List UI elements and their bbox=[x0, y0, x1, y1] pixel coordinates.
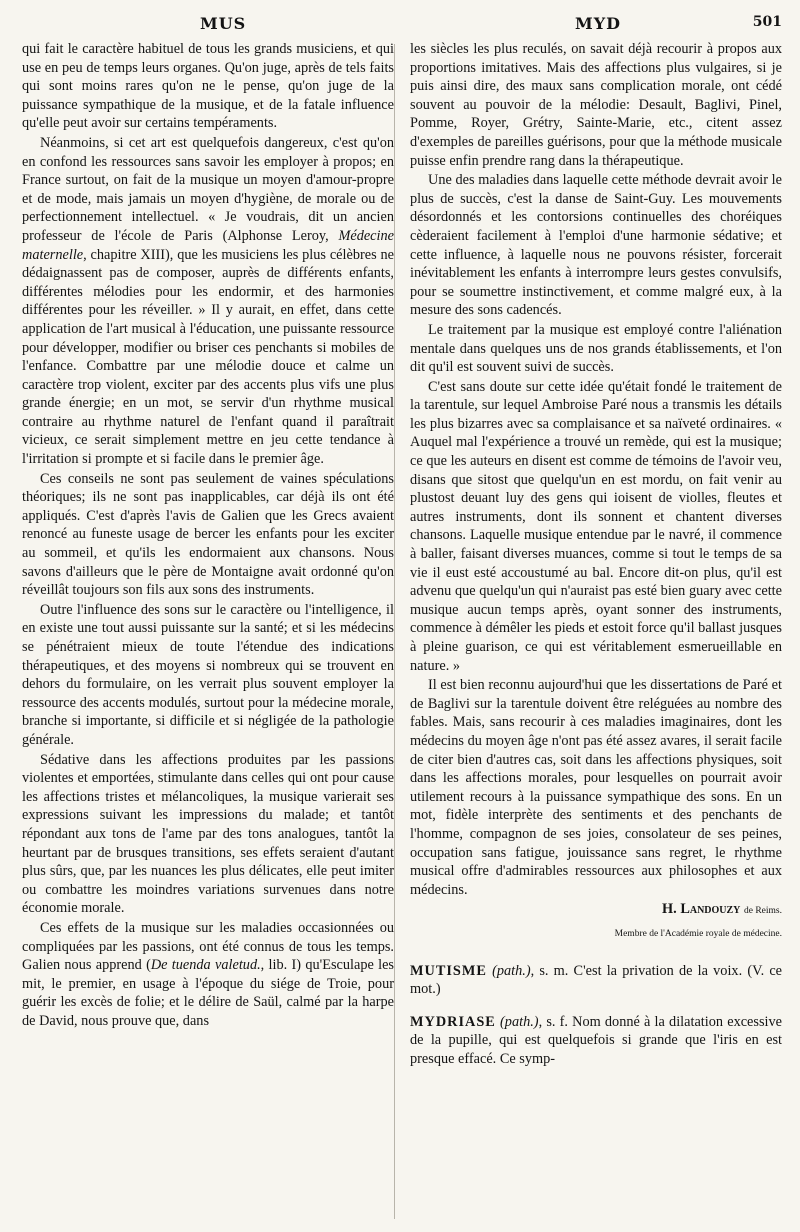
author-name: H. Landouzy bbox=[662, 901, 741, 918]
entry-text: , s. f. Nom donné à la dilatation excessive de la pupille, qui est quelquefois si grande que l'iris en est presque effacé. Ce symp- bbox=[410, 1013, 782, 1067]
paragraph: Une des maladies dans laquelle cette méthode devrait avoir le plus de succès, c'est la danse de Saint-Guy. Les mouvements désordonnés et les contorsions continuelles des choréiques cèderaient facilement à l'emploi d'une harmonie sédative; et cette influence, à laquelle nous ne pouvons résister, forcerait inévitablement les enfants à interrompre leurs gestes convulsifs, pour se soumettre instinctivement, et comme malgré eux, à la mesure des sons cadencés. bbox=[410, 172, 782, 319]
entry-label: (path.) bbox=[492, 962, 531, 979]
entry-label: (path.) bbox=[500, 1013, 539, 1030]
paragraph: Outre l'influence des sons sur le caractère ou l'intelligence, il en existe une tout aussi puissante sur la santé; et si les médecins se pénétraient mieux de toute l'étendue des indications thérapeutiques, et des moyens si nombreux qui se trouvent en dehors du formulaire, on les verrait plus souvent employer la ressource des accents modulés, surtout pour la médecine morale, branche si importante, si difficile et si négligée de la pathologie générale. bbox=[22, 601, 394, 748]
author-place: de Reims. bbox=[744, 906, 782, 917]
paragraph: Il est bien reconnu aujourd'hui que les dissertations de Paré et de Baglivi sur la tarentule doivent être reléguées au nombre des fables. Mais, sans recourir à ces maladies imaginaires, dont les médecins du moyen âge n'ont pas été assez avares, il serait facile de citer bien d'autres cas, soit dans les affections physiques, soit dans les affections morales, pour lesquelles on pourrait avoir utilement recours à la puissance sympathique des sons. En un mot, fidèle interprète des sentiments et des penchants de l'homme, compagnon de ses joies, consolateur de ses peines, occupation sans fatigue, jouissance sans regret, le rhythme musical offre d'admirables ressources aux philosophes et aux médecins. bbox=[410, 677, 782, 898]
entry-mydriase bbox=[410, 1013, 782, 1069]
entry-mutisme bbox=[410, 962, 782, 999]
paragraph: Le traitement par la musique est employé contre l'aliénation mentale dans quelques uns de nos grands établissements, et l'on dit qu'il est souvent suivi de succès. bbox=[410, 321, 782, 376]
header-right-guide-word: MYD bbox=[575, 14, 622, 33]
headword: MYDRIASE bbox=[410, 1013, 496, 1030]
author-signature bbox=[410, 900, 782, 921]
column-divider bbox=[394, 44, 395, 1219]
paragraph: les siècles les plus reculés, on savait déjà recourir à propos aux proportions imitatives. Mais des affections plus vulgaires, si je puis ainsi dire, des maux sans complication morale, ont cédé souvent au pouvoir de la mélodie: Desault, Baglivi, Pinel, Pomme, Royer, Grétry, Sainte-Marie, etc., citent assez d'exemples de pareilles guérisons, pour que la méthode musicale puisse enfin prendre rang dans la thérapeutique. bbox=[410, 41, 782, 169]
paragraph: Sédative dans les affections produites par les passions violentes et emportées, stimulante dans celles qui ont pour cause les affections tristes et mélancoliques, la musique varierait ses expressions suivant les impressions du malade; et tantôt répondant aux tons de l'ame par des tons analogues, tantôt la heurtant par de brusques transitions, ses effets seraient d'autant plus sûrs, que, par les nuances les plus délicates, elle peut imiter ou combattre les moindres variations survenues dans notre économie morale. bbox=[22, 751, 394, 917]
paragraph: Ces conseils ne sont pas seulement de vaines spéculations théoriques; ils ne sont pas inapplicables, car déjà ils ont été appliqués. C'est d'après l'avis de Galien que les Grecs avaient renoncé au funeste usage de bercer les enfants pour les exciter au sommeil, et qu'ils les endormaient aux chansons. Nous savons d'ailleurs que le père de Montaigne avait ordonné qu'on réveillât toujours son fils aux sons des instruments. bbox=[22, 470, 394, 599]
paragraph: C'est sans doute sur cette idée qu'était fondé le traitement de la tarentule, sur lequel Ambroise Paré nous a transmis les détails les plus bizarres avec sa complaisance et sa naïveté ordinaires. « Auquel mal l'expérience a trouvé un remède, qui est la musique; ce que les auteurs en disent est comme de témoins de l'avoir veu, disans que sitost que quelqu'un en est mordu, on fait venir au plustost deuant luy des gens qui ioisent de violles, fleutes et autres instruments, dont ils sonnent et chantent diverses chansons. Laquelle musique entendue par le navré, il commence à baller, faisant diverses muances, comme si tout le temps de sa vie il eust esté accoustumé au bal. Encore dit-on plus, qu'il est advenu que quelqu'un qui n'auraist pas esté bien guary avec cette musique aucun temps après, oyant sonner des instruments, commence à démêler les pieds et estoit force qu'il ballast jusques à pleine guarison, ce qui est véritablement esmerueillable en nature. » bbox=[410, 378, 782, 674]
page-number: 501 bbox=[752, 14, 782, 30]
paragraph: qui fait le caractère habituel de tous les grands musiciens, et qui use en peu de temps leurs organes. Qu'on juge, après de tels faits qui sont moins rares qu'on ne le pense, qu'on juge de la puissance sympathique de la musique, et de la fatale influence qu'elle peut avoir sur certains tempéraments. bbox=[22, 41, 394, 132]
author-affiliation: Membre de l'Académie royale de médecine. bbox=[614, 928, 782, 939]
headword: MUTISME bbox=[410, 962, 487, 979]
paragraph: Néanmoins, si cet art est quelquefois dangereux, c'est qu'on en confond les ressources sans savoir les employer à propos; en France surtout, on fait de la musique un moyen d'amour-propre et de mode, mais jamais un moyen d'hygiène, de morale ou de perfectionnement intellectuel. « Je voudrais, dit un ancien professeur de l'école de Paris (Alphonse Leroy, Médecine maternelle, chapitre XIII), que les musiciens les plus célèbres ne dédaignassent pas de composer, auprès de différents enfants, différentes mélodies pour les endormir, et des harmonies différentes pour les réveiller. » Il y aurait, en effet, dans cette application de l'art musical à l'éducation, une puissante ressource pour développer, modifier ou briser ces penchants si mobiles de l'enfance. Combattre par une mélodie douce et calme un caractère trop violent, exciter par des accents plus vifs une plus grande énergie; en un mot, se servir d'un rhythme musical contraire au rhythme naturel de l'enfant quand il paraîtrait vicieux, ce serait simplement mettre en jeu cette tendance à l'irritation si prompte et si facile dans le premier âge. bbox=[22, 134, 394, 468]
left-column bbox=[22, 40, 394, 1031]
entry-text: , s. m. C'est la privation de la voix. (V. ce mot.) bbox=[410, 962, 783, 998]
paragraph: Ces effets de la musique sur les maladies occasionnées ou compliquées par les passions, ont été connus de tous les temps. Galien nous apprend (De tuenda valetud., lib. I) qu'Esculape les mit, le premier, en usage à l'époque du siége de Troie, pour guérir les excès de folie; et le délire de Saül, calmé par la harpe de David, nous prouve que, dans bbox=[22, 919, 394, 1029]
right-column bbox=[410, 40, 782, 1082]
running-header bbox=[0, 8, 800, 38]
header-left-guide-word: MUS bbox=[200, 14, 247, 33]
